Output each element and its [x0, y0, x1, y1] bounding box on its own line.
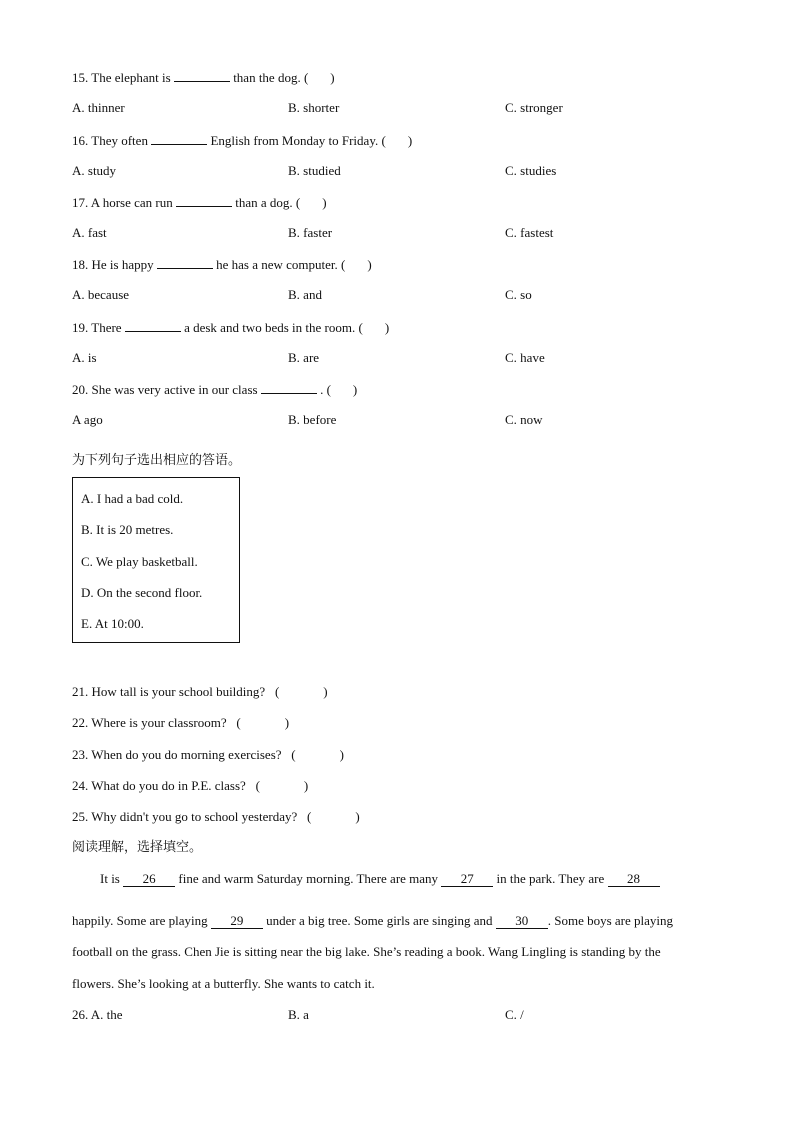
- option-a[interactable]: A. is: [72, 350, 97, 365]
- blank-30[interactable]: 30: [496, 914, 548, 929]
- section-heading-matching: 为下列句子选出相应的答语。: [72, 453, 242, 468]
- option-a[interactable]: A. study: [72, 163, 117, 178]
- answer-blank[interactable]: [261, 381, 317, 394]
- answer-option: B. It is 20 metres.: [81, 522, 174, 537]
- answer-option: D. On the second floor.: [81, 585, 203, 600]
- question-stem: 18. He is happy he has a new computer. ( ): [72, 257, 372, 272]
- option-c[interactable]: C. fastest: [505, 225, 554, 240]
- option-c[interactable]: C. stronger: [505, 100, 563, 115]
- option-a[interactable]: A. thinner: [72, 100, 125, 115]
- option-b[interactable]: B. shorter: [288, 100, 340, 115]
- q26-option-a[interactable]: 26. A. the: [72, 1007, 123, 1022]
- option-a[interactable]: A ago: [72, 412, 103, 427]
- option-c[interactable]: C. now: [505, 412, 543, 427]
- question-stem: 19. There a desk and two beds in the room. ( ): [72, 320, 390, 335]
- option-c[interactable]: C. have: [505, 350, 545, 365]
- answer-blank[interactable]: [151, 132, 207, 145]
- question-stem: 15. The elephant is than the dog. ( ): [72, 70, 335, 85]
- question-stem: 16. They often English from Monday to Friday. ( ): [72, 133, 413, 148]
- option-b[interactable]: B. and: [288, 287, 322, 302]
- match-question: 24. What do you do in P.E. class? ( ): [72, 778, 309, 793]
- answer-option: C. We play basketball.: [81, 554, 198, 569]
- q26-option-b[interactable]: B. a: [288, 1007, 309, 1022]
- match-question: 25. Why didn't you go to school yesterday? ( ): [72, 809, 360, 824]
- answer-blank[interactable]: [125, 319, 181, 332]
- question-stem: 17. A horse can run than a dog. ( ): [72, 195, 327, 210]
- answer-box: [72, 477, 240, 643]
- answer-option: E. At 10:00.: [81, 616, 144, 631]
- blank-26[interactable]: 26: [123, 872, 175, 887]
- answer-blank[interactable]: [176, 194, 232, 207]
- option-a[interactable]: A. because: [72, 287, 130, 302]
- q26-option-c[interactable]: C. /: [505, 1007, 524, 1022]
- passage-line-2: happily. Some are playing 29 under a big tree. Some girls are singing and 30 . Some boys are playing: [72, 913, 674, 928]
- option-b[interactable]: B. before: [288, 412, 337, 427]
- passage-line-3: football on the grass. Chen Jie is sitting near the big lake. She’s reading a book. Wang Lingling is standing by the: [72, 944, 661, 959]
- answer-option: A. I had a bad cold.: [81, 491, 184, 506]
- option-b[interactable]: B. are: [288, 350, 320, 365]
- section-heading-reading: 阅读理解，选择填空。: [72, 840, 203, 855]
- option-c[interactable]: C. studies: [505, 163, 557, 178]
- passage-line-4: flowers. She’s looking at a butterfly. She wants to catch it.: [72, 976, 375, 991]
- blank-29[interactable]: 29: [211, 914, 263, 929]
- blank-27[interactable]: 27: [441, 872, 493, 887]
- blank-28[interactable]: 28: [608, 872, 660, 887]
- option-c[interactable]: C. so: [505, 287, 532, 302]
- answer-blank[interactable]: [157, 256, 213, 269]
- option-b[interactable]: B. faster: [288, 225, 333, 240]
- answer-blank[interactable]: [174, 69, 230, 82]
- passage-line-1: It is 26 fine and warm Saturday morning. There are many 27 in the park. They are 28: [100, 871, 660, 887]
- question-stem: 20. She was very active in our class . ( ): [72, 382, 358, 397]
- match-question: 23. When do you do morning exercises? ( ): [72, 747, 344, 762]
- option-b[interactable]: B. studied: [288, 163, 341, 178]
- match-question: 21. How tall is your school building? ( ): [72, 684, 328, 699]
- option-a[interactable]: A. fast: [72, 225, 107, 240]
- match-question: 22. Where is your classroom? ( ): [72, 715, 290, 730]
